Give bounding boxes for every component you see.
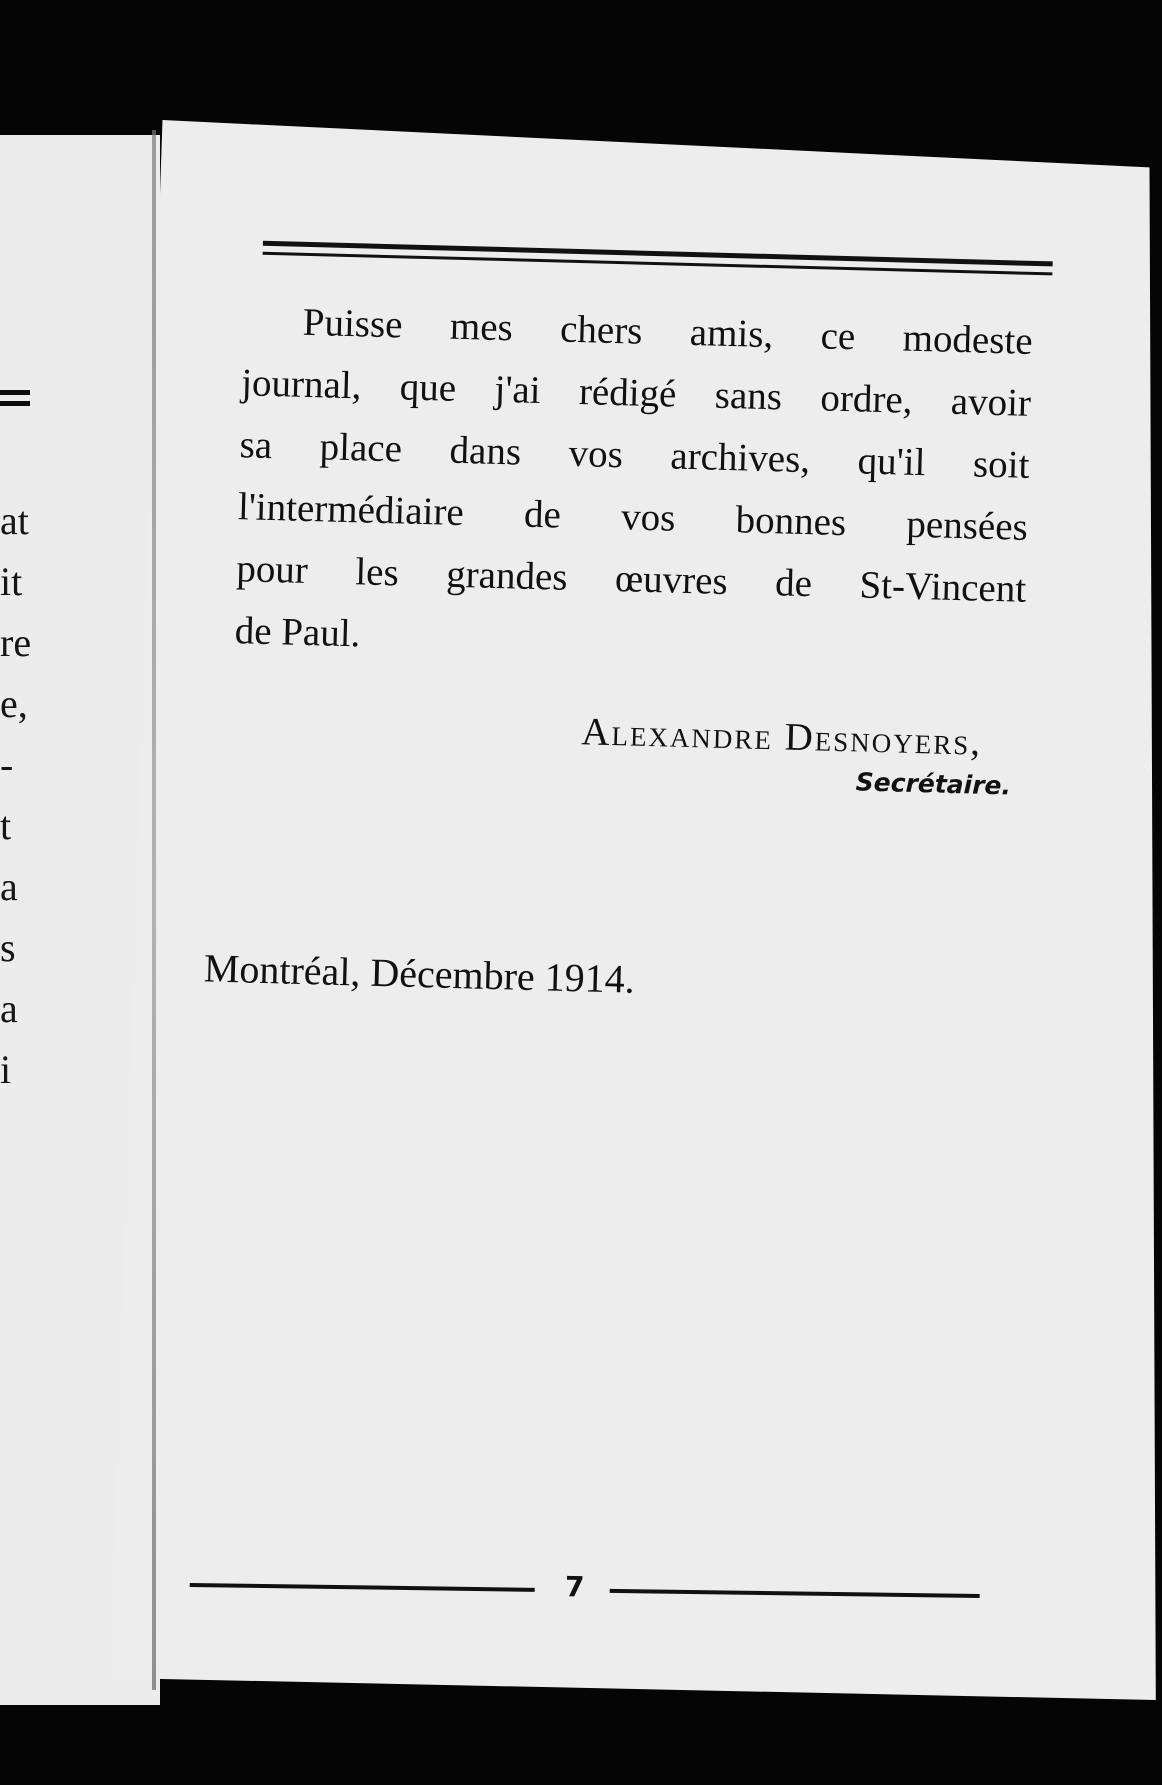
left-fragment: a <box>0 986 18 1031</box>
dateline: Montréal, Décembre 1914. <box>203 945 636 1002</box>
footer-rule-left <box>190 1583 535 1592</box>
left-page-text-fragments <box>0 490 31 1100</box>
left-fragment: t <box>0 803 12 848</box>
left-fragment: re <box>0 620 32 665</box>
book-spine-shadow <box>152 130 156 1690</box>
signature-name: Alexandre Desnoyers, <box>580 710 983 764</box>
paragraph-line: sa place dans vos archives, qu'il soit <box>239 423 1030 487</box>
left-fragment: i <box>0 1047 12 1092</box>
paragraph-line: de Paul. <box>234 609 361 656</box>
left-fragment: - <box>0 742 14 787</box>
left-fragment: e, <box>0 681 28 726</box>
signature-role: Secrétaire. <box>855 767 1012 801</box>
paragraph-line: Puisse mes chers amis, ce modeste <box>302 300 1034 363</box>
paragraph-line: l'intermédiaire de vos bonnes pensées <box>237 485 1029 549</box>
left-fragment: at <box>0 498 29 543</box>
footer-rule-right <box>610 1589 980 1598</box>
left-fragment: a <box>0 864 18 909</box>
page-content <box>203 240 1054 1013</box>
paragraph-line: journal, que j'ai rédigé sans ordre, avoir <box>240 361 1032 425</box>
left-fragment: s <box>0 925 16 970</box>
left-page-rule <box>0 390 30 410</box>
left-fragment: it <box>0 559 23 604</box>
closing-paragraph <box>234 290 1033 683</box>
paragraph-line: pour les grandes œuvres de St-Vincent <box>235 547 1027 611</box>
page-number: 7 <box>564 1570 585 1604</box>
